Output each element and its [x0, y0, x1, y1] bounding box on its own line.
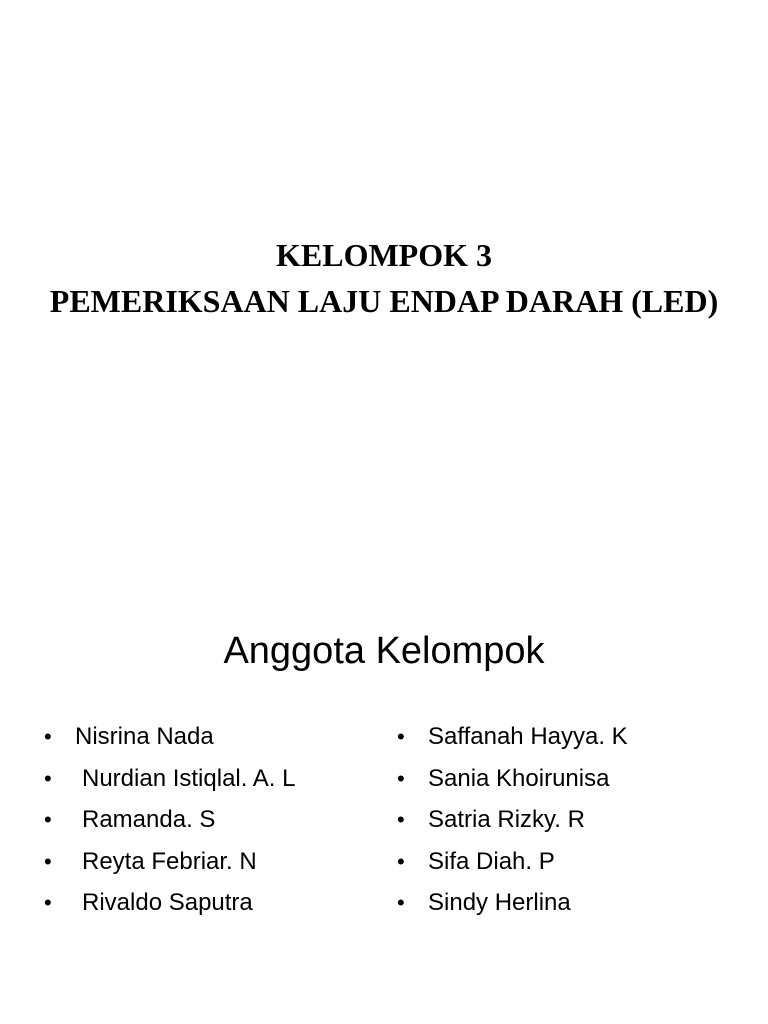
- bullet-icon: •: [397, 724, 405, 749]
- list-item: [44, 716, 295, 758]
- list-item: [44, 758, 295, 800]
- title-group-number: KELOMPOK 3: [276, 237, 492, 273]
- list-item: [44, 882, 295, 924]
- member-list-left: [44, 716, 295, 924]
- bullet-icon: •: [397, 765, 405, 791]
- list-item: [397, 716, 628, 758]
- members-heading: Anggota Kelompok: [223, 630, 545, 672]
- list-item: [44, 799, 295, 841]
- member-name: Sindy Herlina: [428, 889, 571, 916]
- title-topic: PEMERIKSAAN LAJU ENDAP DARAH (LED): [49, 283, 719, 319]
- list-item: [397, 758, 628, 800]
- member-name: Ramanda. S: [82, 806, 216, 833]
- slide-title: [0, 232, 768, 324]
- member-name: Nurdian Istiqlal. A. L: [82, 764, 296, 792]
- member-name: Reyta Febriar. N: [82, 847, 257, 875]
- bullet-icon: •: [44, 807, 52, 832]
- member-name: Rivaldo Saputra: [82, 889, 253, 916]
- member-name: Sania Khoirunisa: [428, 764, 610, 792]
- bullet-icon: •: [44, 890, 52, 915]
- bullet-icon: •: [397, 848, 405, 874]
- member-name: Sifa Diah. P: [428, 847, 555, 875]
- member-name: Saffanah Hayya. K: [428, 723, 628, 750]
- bullet-icon: •: [44, 724, 52, 749]
- list-item: [397, 882, 628, 924]
- member-list-right: [397, 716, 628, 924]
- list-item: [397, 799, 628, 841]
- members-slide: [0, 512, 768, 1024]
- member-name: Nisrina Nada: [75, 723, 214, 750]
- list-item: [44, 841, 295, 883]
- bullet-icon: •: [44, 848, 52, 874]
- member-name: Satria Rizky. R: [428, 806, 585, 833]
- list-item: [397, 841, 628, 883]
- bullet-icon: •: [44, 765, 52, 791]
- bullet-icon: •: [397, 890, 405, 915]
- bullet-icon: •: [397, 807, 405, 832]
